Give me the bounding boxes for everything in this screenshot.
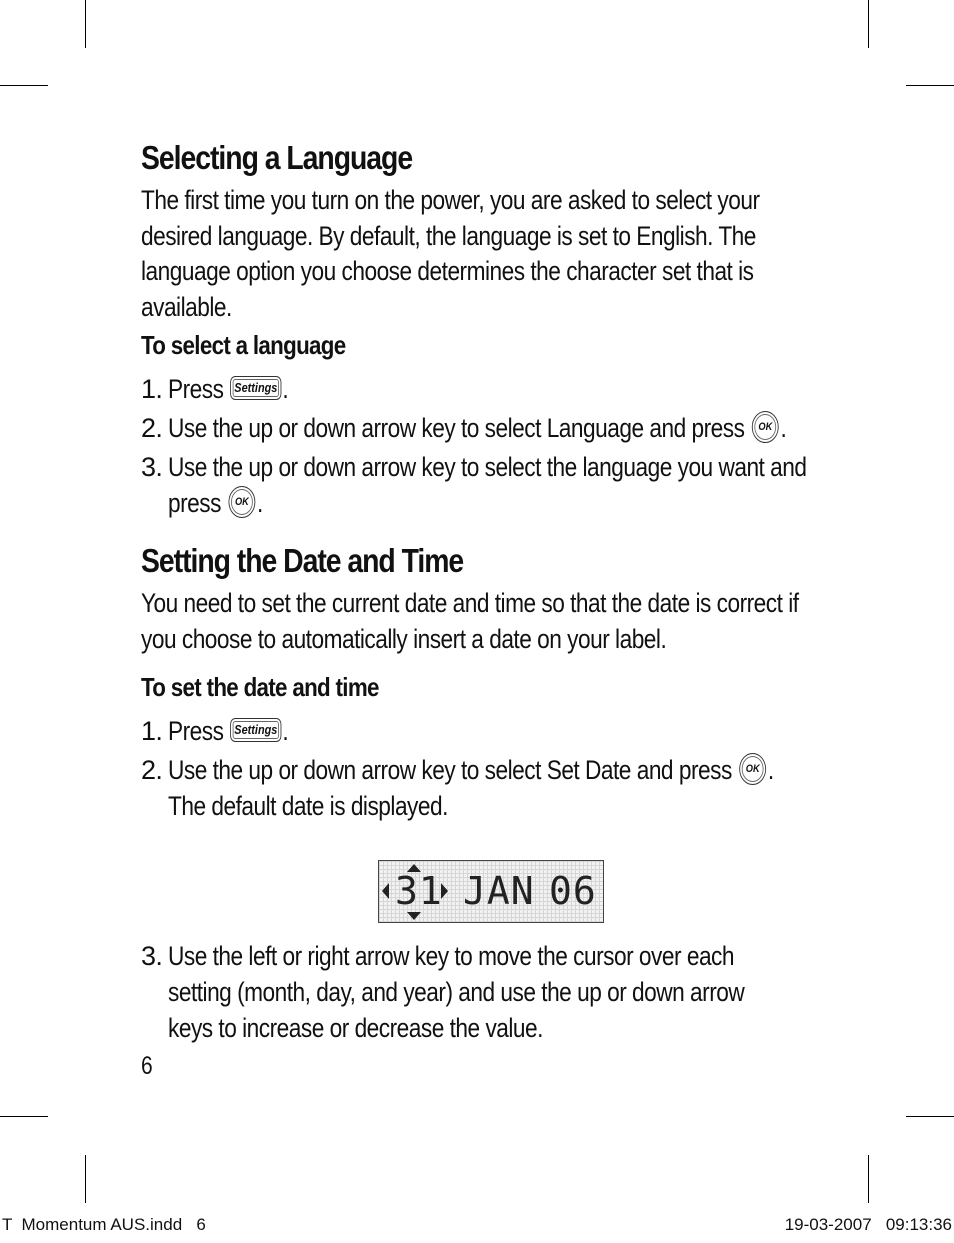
date-steps	[141, 713, 821, 824]
subheading-set-date-time: To set the date and time	[141, 672, 379, 702]
lcd-day: 31	[395, 869, 443, 913]
section-title-date-time: Setting the Date and Time	[141, 542, 464, 579]
crop-mark	[868, 1155, 869, 1203]
list-item: 3. Use the up or down arrow key to select the language you want and press OK .	[141, 452, 807, 518]
lcd-date-display	[378, 860, 604, 923]
crop-mark	[85, 0, 86, 48]
crop-mark	[0, 85, 48, 86]
list-item: 1. Press Settings .	[141, 716, 289, 746]
language-steps	[141, 371, 821, 521]
crop-mark	[906, 85, 954, 86]
section-title-language: Selecting a Language	[141, 139, 413, 176]
ok-key-icon: OK	[752, 411, 779, 443]
page-content	[141, 136, 821, 824]
date-time-intro: You need to set the current date and time so that the date is correct if you choose to automatically insert a date on your label.	[141, 588, 799, 654]
list-item: 2. Use the up or down arrow key to select Set Date and press OK . The default date is displayed.	[141, 752, 821, 824]
footer-file-info: T Momentum AUS.indd 6	[2, 1215, 206, 1234]
list-item: 2. Use the up or down arrow key to select Language and press OK .	[141, 410, 821, 446]
crop-mark	[906, 1116, 954, 1117]
crop-mark	[85, 1155, 86, 1203]
settings-key-icon: Settings	[230, 376, 281, 400]
date-step-3	[141, 938, 821, 1046]
left-arrow-icon	[382, 883, 389, 899]
lcd-month: JAN	[463, 869, 535, 913]
crop-mark	[868, 0, 869, 48]
page-number: 6	[141, 1052, 153, 1080]
list-item: 1. Press Settings .	[141, 374, 289, 404]
settings-key-icon: Settings	[230, 718, 281, 742]
list-item: 3. Use the left or right arrow key to move the cursor over each setting (month, day, and year) and use the up or down arrow keys to increase or decrease the value.	[141, 941, 745, 1043]
ok-key-icon: OK	[228, 486, 255, 518]
ok-key-icon: OK	[739, 753, 766, 785]
language-intro: The first time you turn on the power, you are asked to select your desired language. By default, the language is set to English. The language option you choose determines the character set that is available.	[141, 185, 760, 322]
right-arrow-icon	[441, 883, 448, 899]
crop-mark	[0, 1116, 48, 1117]
lcd-year: 06	[549, 869, 597, 913]
subheading-select-language: To select a language	[141, 330, 346, 360]
footer-timestamp: 19-03-2007 09:13:36	[784, 1215, 952, 1234]
down-arrow-icon	[407, 912, 421, 920]
